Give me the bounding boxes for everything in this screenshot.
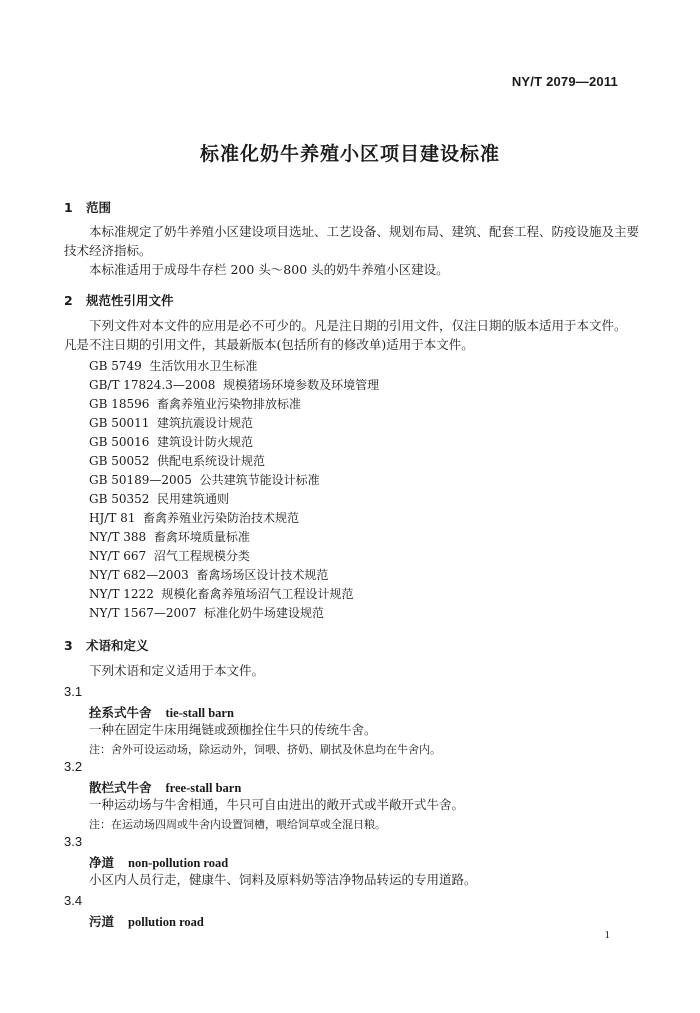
term-en: free-stall barn <box>165 781 242 795</box>
reference-item <box>89 604 324 621</box>
reference-item <box>89 395 301 412</box>
reference-title: 建筑抗震设计规范 <box>157 416 254 430</box>
reference-title: 规模化畜禽养殖场沼气工程设计规范 <box>161 587 354 601</box>
reference-title: 建筑设计防火规范 <box>157 435 254 449</box>
page-number: 1 <box>604 929 610 941</box>
reference-code: NY/T 1222 <box>89 587 154 601</box>
reference-item <box>89 357 257 374</box>
reference-title: 畜禽场场区设计技术规范 <box>196 568 329 582</box>
reference-title: 标准化奶牛场建设规范 <box>204 606 325 620</box>
term-number: 3.3 <box>64 834 83 849</box>
reference-item <box>89 585 353 602</box>
term-heading <box>89 703 234 721</box>
term-definition: 一种运动场与牛舍相通，牛只可自由进出的敞开式或半敞开式牛舍。 <box>89 797 465 812</box>
term-number: 3.4 <box>64 893 83 908</box>
reference-code: GB 5749 <box>89 359 142 373</box>
s2-intro-line1: 下列文件对本文件的应用是必不可少的。凡是注日期的引用文件，仅注日期的版本适用于本文件。 <box>89 318 627 333</box>
reference-item <box>89 433 253 450</box>
term-definition: 一种在固定牛床用绳链或颈枷拴住牛只的传统牛舍。 <box>89 722 377 737</box>
term-note: 注：在运动场四周或牛舍内设置饲槽，喂给饲草或全混日粮。 <box>89 818 386 831</box>
s1-para1-line1: 本标准规定了奶牛养殖小区建设项目选址、工艺设备、规划布局、建筑、配套工程、防疫设施及主要 <box>89 224 640 239</box>
section-number: 3 <box>64 638 73 653</box>
reference-code: NY/T 388 <box>89 530 147 544</box>
term-heading <box>89 853 228 871</box>
reference-code: HJ/T 81 <box>89 511 136 525</box>
reference-title: 畜禽环境质量标准 <box>153 530 250 544</box>
term-note: 注：舍外可设运动场，除运动外，饲喂、挤奶、刷拭及休息均在牛舍内。 <box>89 743 441 756</box>
s1-para1-line2: 技术经济指标。 <box>64 243 152 258</box>
reference-title: 公共建筑节能设计标准 <box>199 473 320 487</box>
s3-intro: 下列术语和定义适用于本文件。 <box>89 663 265 678</box>
reference-item <box>89 414 253 431</box>
reference-item <box>89 471 320 488</box>
reference-code: NY/T 667 <box>89 549 147 563</box>
reference-code: GB 50011 <box>89 416 150 430</box>
reference-title: 供配电系统设计规范 <box>157 454 266 468</box>
term-heading <box>89 912 204 930</box>
reference-title: 生活饮用水卫生标准 <box>149 359 258 373</box>
term-definition: 小区内人员行走，健康牛、饲料及原料奶等洁净物品转运的专用道路。 <box>89 872 477 887</box>
term-number: 3.1 <box>64 684 83 699</box>
reference-code: GB 18596 <box>89 397 150 411</box>
reference-title: 沼气工程规模分类 <box>153 549 250 563</box>
section-number: 1 <box>64 200 73 215</box>
section-3-heading <box>64 636 149 654</box>
section-title: 术语和定义 <box>86 638 149 653</box>
term-en: tie-stall barn <box>165 706 234 720</box>
standard-number: NY/T 2079—2011 <box>511 74 618 89</box>
reference-item <box>89 509 299 526</box>
reference-item <box>89 566 328 583</box>
term-zh: 散栏式牛舍 <box>89 780 152 795</box>
reference-title: 畜禽养殖业污染防治技术规范 <box>143 511 300 525</box>
reference-item <box>89 528 250 545</box>
reference-item <box>89 547 250 564</box>
reference-code: GB 50352 <box>89 492 150 506</box>
reference-code: GB 50016 <box>89 435 150 449</box>
section-1-heading <box>64 198 111 216</box>
reference-title: 民用建筑通则 <box>157 492 230 506</box>
term-zh: 净道 <box>89 855 115 870</box>
section-title: 规范性引用文件 <box>86 293 174 308</box>
term-zh: 拴系式牛舍 <box>89 705 152 720</box>
reference-title: 畜禽养殖业污染物排放标准 <box>157 397 302 411</box>
section-number: 2 <box>64 293 73 308</box>
reference-code: GB 50052 <box>89 454 150 468</box>
reference-code: NY/T 682—2003 <box>89 568 189 582</box>
term-zh: 污道 <box>89 914 115 929</box>
reference-code: GB/T 17824.3—2008 <box>89 378 216 392</box>
s1-para2: 本标准适用于成母牛存栏 200 头～800 头的奶牛养殖小区建设。 <box>89 262 449 277</box>
term-en: non-pollution road <box>128 856 229 870</box>
section-2-heading <box>64 291 174 309</box>
term-heading <box>89 778 241 796</box>
term-number: 3.2 <box>64 759 83 774</box>
term-en: pollution road <box>128 915 204 929</box>
reference-code: GB 50189—2005 <box>89 473 192 487</box>
s2-intro-line2: 凡是不注日期的引用文件，其最新版本(包括所有的修改单)适用于本文件。 <box>64 337 474 352</box>
reference-item <box>89 452 265 469</box>
reference-item <box>89 490 229 507</box>
reference-code: NY/T 1567—2007 <box>89 606 197 620</box>
document-title: 标准化奶牛养殖小区项目建设标准 <box>199 143 500 165</box>
section-title: 范围 <box>86 200 112 215</box>
reference-item <box>89 376 379 393</box>
reference-title: 规模猪场环境参数及环境管理 <box>223 378 380 392</box>
